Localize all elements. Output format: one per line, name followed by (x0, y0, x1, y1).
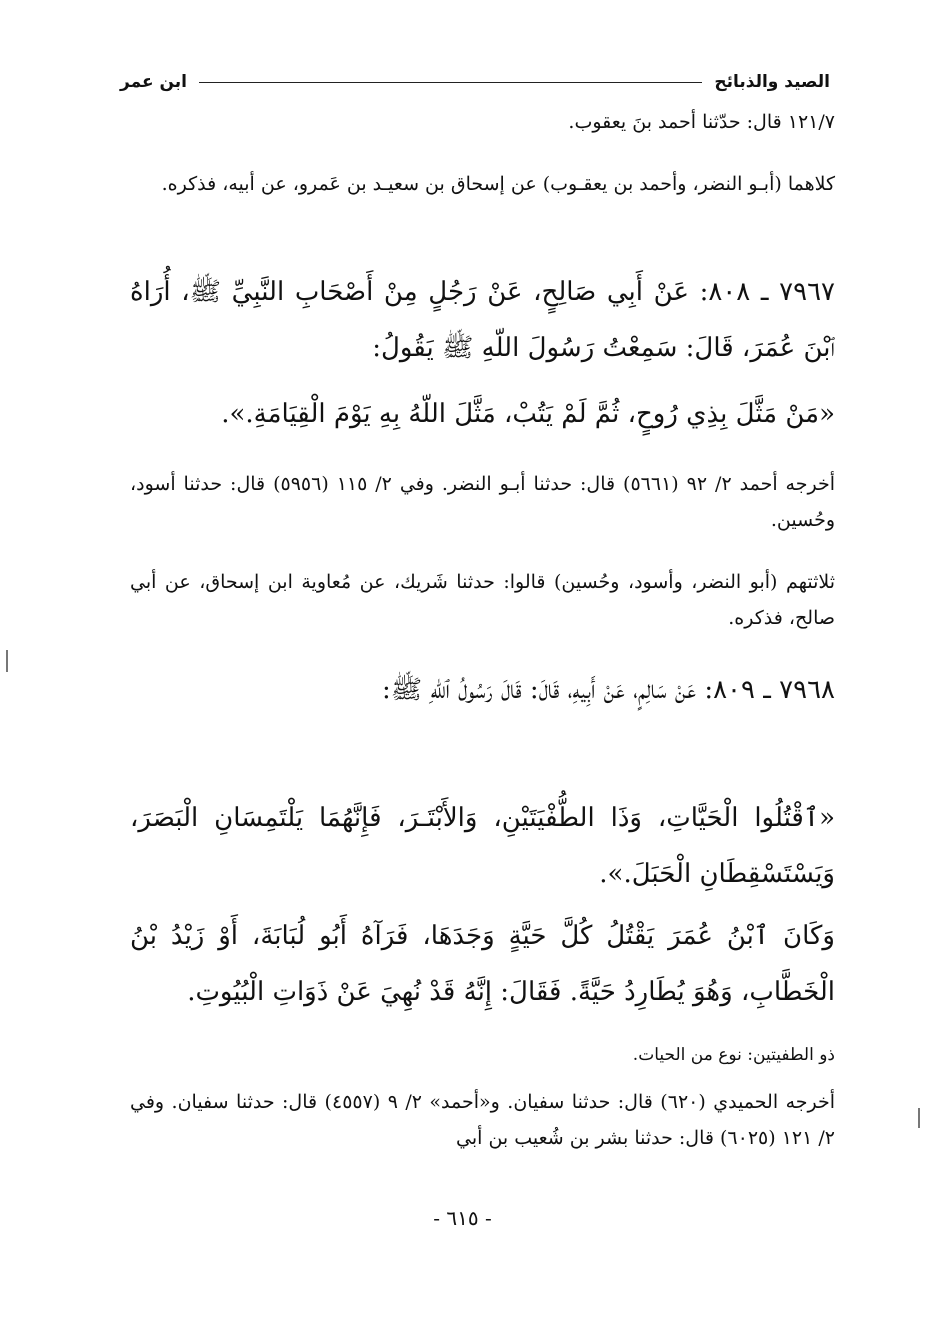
running-header (120, 68, 830, 96)
page-number: - ٦١٥ - (433, 1206, 492, 1230)
hadith-7968-intro: ٧٩٦٨ ـ ٨٠٩: عَنْ سَالِمٍ، عَنْ أَبِيهِ، قَالَ: قَالَ رَسُولُ ٱللّهِ ﷺ: (382, 675, 835, 705)
takhrij-ahmad: أخرجه أحمد ٢/ ٩٢ (٥٦٦١) قال: حدثنا أبـو النضر. وفي ٢/ ١١٥ (٥٩٥٦) قال: حدثنا أسود، وحُسين. (130, 473, 835, 531)
hadith-7967-intro: ٧٩٦٧ ـ ٨٠٨: عَنْ أَبِي صَالِحٍ، عَنْ رَجُلٍ مِنْ أَصْحَابِ النَّبِيِّ ﷺ، أُرَاهُ ٱبْنَ عُمَرَ، قَالَ: سَمِعْتُ رَسُولَ اللّهِ ﷺ يَقُولُ: (130, 277, 835, 363)
paragraph-isnad-ref: ١٢١/٧ قال: حدّثنا أحمد بنَ يعقوب. (568, 111, 835, 133)
takhrij-humaydi: أخرجه الحميدي (٦٢٠) قال: حدثنا سفيان. و«أحمد» ٢/ ٩ (٤٥٥٧) قال: حدثنا سفيان. وفي ٢/ ١٢١ (٦٠٢٥) قال: حدثنا بشر بن شُعيب بن أبي (130, 1091, 836, 1149)
hadith-7968-text: «ٱقْتُلُوا الْحَيَّاتِ، وَذَا الطُّفْيَتَيْنِ، وَالأَبْتَـرَ، فَإِنَّهُمَا يَلْتَمِسَانِ الْبَصَرَ، وَيَسْتَسْقِطَانِ الْحَبَلَ.». (130, 803, 835, 889)
footnote-definition: ذو الطفيتين: نوع من الحيات. (632, 1045, 835, 1065)
scan-edge-mark (918, 1108, 920, 1128)
paragraph-three-narrators: ثلاثتهم (أبو النضر، وأسود، وحُسين) قالوا: حدثنا شَريك، عن مُعاوية ابن إسحاق، عن أبي صالح، فذكره. (130, 571, 835, 629)
header-rule (199, 82, 702, 83)
header-chapter-title: الصيد والذبائح (714, 72, 830, 92)
hadith-7967-text: «مَنْ مَثَّلَ بِذِي رُوحٍ، ثُمَّ لَمْ يَتُبْ، مَثَّلَ اللّهُ بِهِ يَوْمَ الْقِيَامَةِ.». (221, 399, 835, 429)
scan-edge-mark (6, 650, 8, 672)
paragraph-isnad-both: كلاهما (أبـو النضر، وأحمد بن يعقـوب) عن إسحاق بن سعيـد بن عَمرو، عن أبيه، فذكره. (161, 173, 835, 195)
header-section-title: ابن عمر (120, 72, 188, 92)
hadith-7968-continuation: وَكَانَ ٱبْنُ عُمَرَ يَقْتُلُ كُلَّ حَيَّةٍ وَجَدَهَا، فَرَآهُ أَبُو لُبَابَةَ، أَوْ زَيْدُ بْنُ الْخَطَّابِ، وَهُوَ يُطَارِدُ حَيَّةً. فَقَالَ: إِنَّهُ قَدْ نُهِيَ عَنْ ذَوَاتِ الْبُيُوتِ. (130, 921, 835, 1007)
